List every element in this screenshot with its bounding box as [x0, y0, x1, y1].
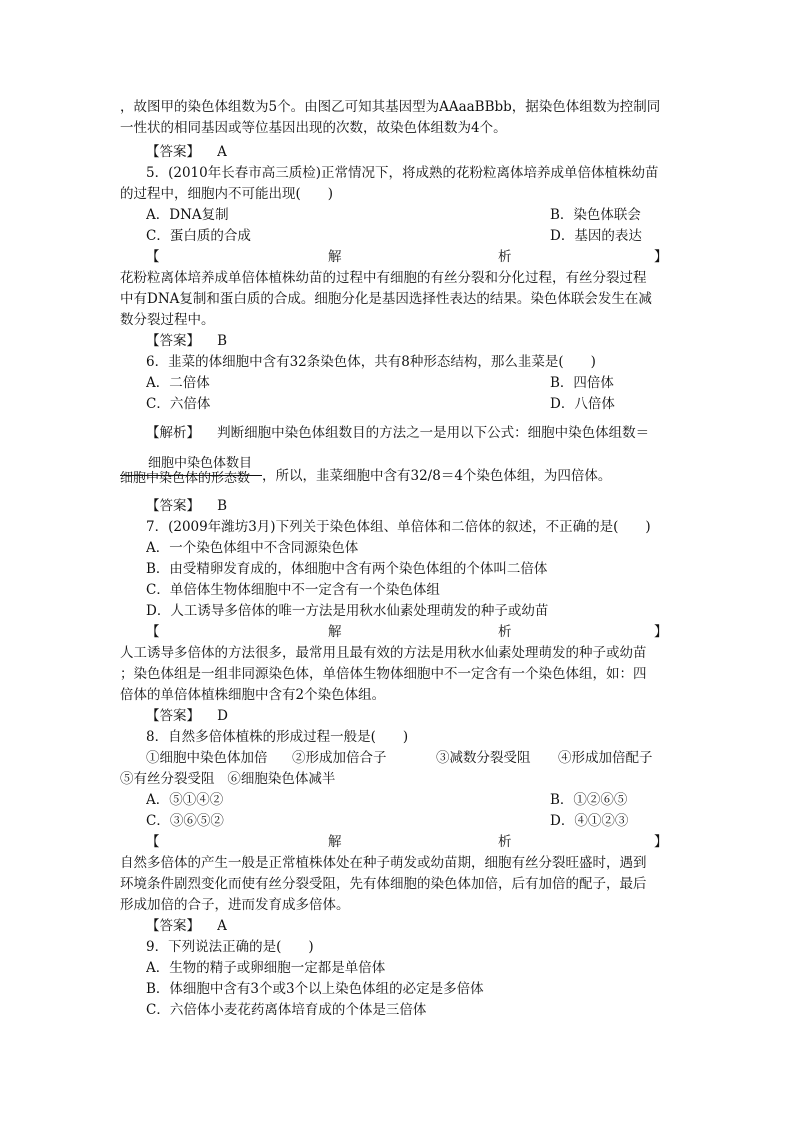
explanation-line: 【解析】 判断细胞中染色体组数目的方法之一是用以下公式：细胞中染色体组数＝ [146, 425, 650, 441]
question-stem: 的过程中，细胞内不可能出现( ) [120, 186, 334, 202]
option-a: A．⑤①④② [146, 792, 224, 808]
answer-label: 【答案】 [146, 333, 200, 349]
answer-label: 【答案】 [146, 918, 200, 934]
choice-items-row [146, 748, 668, 769]
answer-line [146, 331, 668, 352]
question-stem: 9．下列说法正确的是( ) [146, 939, 314, 955]
question-stem: 6．韭菜的体细胞中含有32条染色体，共有8种形态结构，那么韭菜是( ) [146, 354, 596, 370]
choice-item: ①细胞中染色体加倍 [146, 750, 268, 766]
paragraph-line: ，故图甲的染色体组数为5个。由图乙可知其基因型为AAaaBBbb，据染色体组数为控制同 [120, 99, 661, 115]
option-a: A．一个染色体组中不含同源染色体 [146, 540, 359, 556]
choice-item: ⑤有丝分裂受阻 [120, 771, 215, 787]
option-d: D．八倍体 [550, 396, 615, 412]
fraction-denominator: 细胞中染色体的形态数 [120, 471, 251, 486]
question-stem: 8．自然多倍体植株的形成过程一般是( ) [146, 729, 409, 745]
paragraph-line: 环境条件剧烈变化而使有丝分裂受阻，先有体细胞的染色体加倍，后有加倍的配子，最后 [120, 876, 647, 892]
choice-item: ④形成加倍配子 [558, 750, 653, 766]
option-row [146, 226, 694, 247]
option-a: A．DNA复制 [146, 207, 229, 223]
option-b: B．①②⑥⑤ [550, 792, 628, 808]
answer-line [146, 916, 668, 937]
option-row [146, 205, 694, 226]
option-b: B．四倍体 [550, 375, 614, 391]
answer-value: A [217, 144, 227, 160]
fraction-numerator: 细胞中染色体数目 [147, 456, 252, 471]
paragraph-line: 形成加倍的合子，进而发育成多倍体。 [120, 897, 350, 913]
option-c: C．蛋白质的合成 [146, 228, 251, 244]
option-row [146, 373, 694, 394]
answer-label: 【答案】 [146, 144, 200, 160]
option-c: C．单倍体生物体细胞中不一定含有一个染色体组 [146, 582, 440, 598]
option-row [146, 394, 694, 415]
answer-value: B [217, 333, 228, 349]
choice-items-row [120, 769, 668, 790]
option-a: A．二倍体 [146, 375, 210, 391]
paragraph-line: 数分裂过程中。 [120, 312, 215, 328]
option-c: C．六倍体 [146, 396, 211, 412]
answer-label: 【答案】 [146, 708, 200, 724]
option-row [146, 811, 694, 832]
paragraph-line: 中有DNA复制和蛋白质的合成。细胞分化是基因选择性表达的结果。染色体联会发生在减 [120, 291, 652, 307]
answer-line [146, 496, 668, 517]
answer-value: A [217, 918, 227, 934]
option-b: B．染色体联会 [550, 207, 641, 223]
paragraph-line: ，所以，韭菜细胞中含有32/8＝4个染色体组，为四倍体。 [262, 468, 612, 484]
choice-item: ②形成加倍合子 [292, 750, 387, 766]
explanation-heading: 【 解 析 】 [146, 834, 668, 850]
explanation-heading: 【 解 析 】 [146, 624, 668, 640]
paragraph-line: 人工诱导多倍体的方法很多，最常用且最有效的方法是用秋水仙素处理萌发的种子或幼苗 [120, 645, 647, 661]
option-a: A．生物的精子或卵细胞一定都是单倍体 [146, 960, 386, 976]
question-stem: 7．(2009年潍坊3月)下列关于染色体组、单倍体和二倍体的叙述，不正确的是( ) [146, 519, 651, 535]
option-c: C．③⑥⑤② [146, 813, 224, 829]
answer-value: D [217, 708, 228, 724]
choice-item: ⑥细胞染色体减半 [227, 771, 336, 787]
question-stem: 5．(2010年长春市高三质检)正常情况下，将成熟的花粉粒离体培养成单倍体植株幼苗 [146, 165, 659, 181]
paragraph-line: 一性状的相同基因或等位基因出现的次数，故染色体组数为4个。 [120, 120, 507, 136]
option-c: C．六倍体小麦花药离体培育成的个体是三倍体 [146, 1002, 427, 1018]
choice-item: ③减数分裂受阻 [436, 750, 531, 766]
answer-label: 【答案】 [146, 498, 200, 514]
paragraph-line: ；染色体组是一组非同源染色体，单倍体生物体细胞中不一定含有一个染色体组，如：四 [120, 666, 647, 682]
paragraph-line: 自然多倍体的产生一般是正常植株体处在种子萌发或幼苗期，细胞有丝分裂旺盛时，遇到 [120, 855, 647, 871]
option-d: D．人工诱导多倍体的唯一方法是用秋水仙素处理萌发的种子或幼苗 [146, 603, 549, 619]
answer-value: B [217, 498, 228, 514]
option-b: B．由受精卵发育成的，体细胞中含有两个染色体组的个体叫二倍体 [146, 561, 548, 577]
option-b: B．体细胞中含有3个或3个以上染色体组的必定是多倍体 [146, 981, 484, 997]
explanation-label: 【解析】 [146, 425, 200, 441]
option-row [146, 790, 694, 811]
answer-line [146, 706, 668, 727]
option-d: D．④①②③ [550, 813, 629, 829]
answer-line [146, 142, 668, 163]
explanation-heading: 【 解 析 】 [146, 249, 668, 265]
option-d: D．基因的表达 [550, 228, 642, 244]
paragraph-line: 倍体的单倍体植株细胞中含有2个染色体组。 [120, 687, 386, 703]
paragraph-line: 花粉粒离体培养成单倍体植株幼苗的过程中有细胞的有丝分裂和分化过程，有丝分裂过程 [120, 270, 647, 286]
